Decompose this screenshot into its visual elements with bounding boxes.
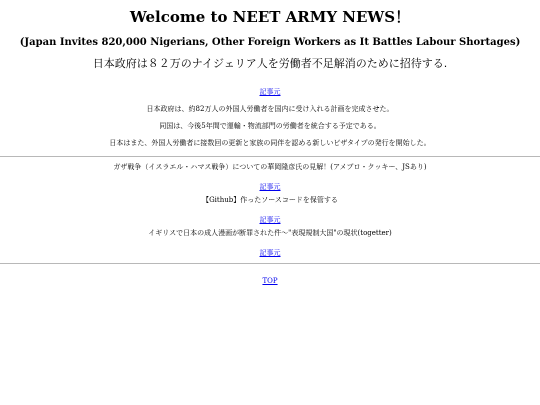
- japanese-headline: 日本政府は８２万のナイジェリア人を労働者不足解消のために招待する.: [92, 57, 448, 70]
- main-source-line: [0, 71, 540, 96]
- article-body: [0, 91, 540, 148]
- english-subtitle: (Japan Invites 820,000 Nigerians, Other Foreign Workers as It Battles Labour Shortages): [19, 37, 521, 48]
- article-paragraph-1: 日本政府は、約82万人の外国人労働者を国内に受け入れる計画を完成させた。: [146, 105, 394, 113]
- related-item-2-source: [0, 212, 540, 222]
- related-item-3-source: [0, 245, 540, 255]
- related-item-1-source: [0, 179, 540, 189]
- related-item-3-title: イギリスで日本の成人漫画が断罪された件～"表現規制大国"の現状(togetter): [148, 229, 392, 237]
- related-item-2-source-link[interactable]: 記事元: [259, 216, 281, 224]
- related-news-list: [0, 157, 540, 255]
- top-link[interactable]: TOP: [262, 277, 278, 285]
- related-item-2-title: 【Github】作ったソースコードを保管する: [202, 196, 338, 204]
- article-paragraph-3: 日本はまた、外国人労働者に接数回の更新と家族の同伴を認める新しいビザタイプの発行を開始した。: [109, 139, 431, 147]
- article-paragraph-2: 同国は、今後5年間で運輸・物流部門の労働者を統合する予定である。: [159, 122, 381, 130]
- main-source-link[interactable]: 記事元: [259, 88, 281, 96]
- footer: [0, 264, 540, 287]
- related-item-1-source-link[interactable]: 記事元: [259, 183, 281, 191]
- related-item-1-title: ガザ戦争（イスラエル・ハマス戦争）についての華岡隆彦氏の見解！(アメブロ・クッキー、JSあり): [113, 163, 427, 171]
- related-item-3-source-link[interactable]: 記事元: [259, 249, 281, 257]
- page-title: Welcome to NEET ARMY NEWS！: [129, 8, 411, 26]
